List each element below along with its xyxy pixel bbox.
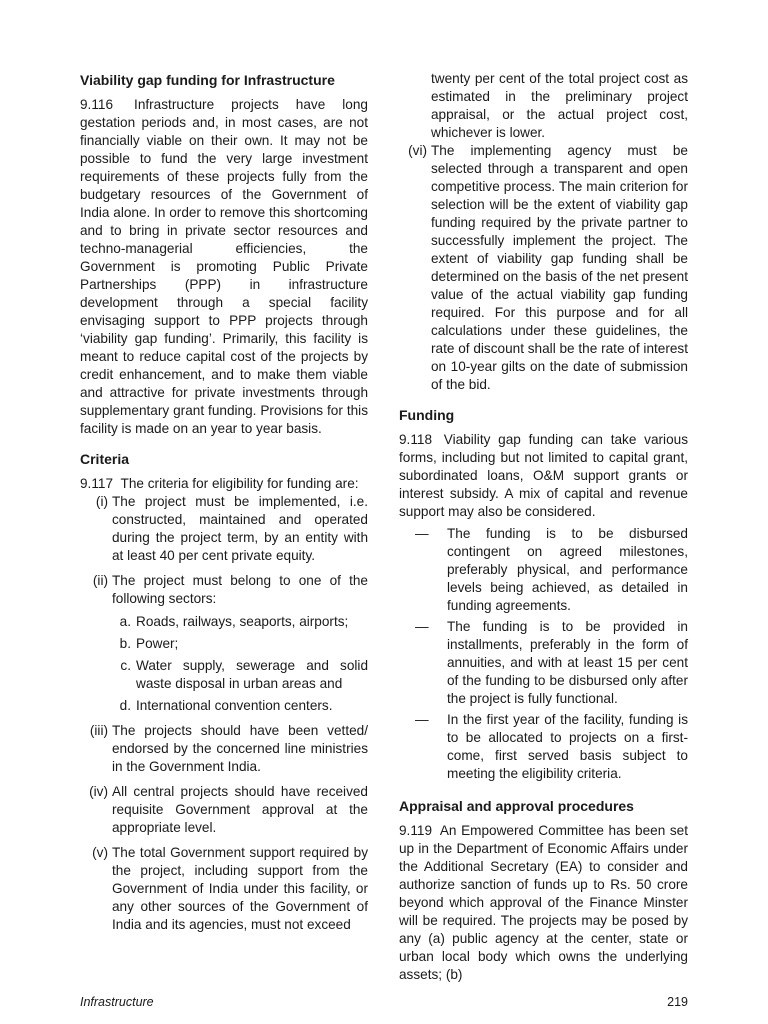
- list-item: [80, 493, 368, 565]
- criteria-list-continued: [399, 142, 688, 394]
- list-marker: (v): [92, 845, 108, 860]
- paragraph-text: The criteria for eligibility for funding are:: [120, 476, 359, 491]
- paragraph-text: Viability gap funding can take various forms, including but not limited to capital grant, subordinated loans, O&M support grants or interest subsidy. A mix of capital and revenue support may also be considered.: [399, 432, 688, 519]
- criteria-v-continuation: twenty per cent of the total project cost as estimated in the preliminary project appraisal, or the actual project cost, whichever is lower.: [431, 71, 688, 140]
- list-marker: c.: [120, 658, 131, 673]
- heading-criteria: Criteria: [80, 451, 130, 467]
- list-item: [112, 613, 368, 631]
- list-marker: d.: [119, 698, 131, 713]
- list-item: [399, 618, 688, 708]
- paragraph-number: 9.119: [399, 823, 433, 838]
- list-marker: (iii): [89, 723, 108, 738]
- list-item-text: The project must belong to one of the following sectors:: [112, 573, 368, 606]
- list-item-text: The implementing agency must be selected through a transparent and open competitive process. The main criterion for selection will be the extent of viability gap funding required by the private partner to successfully implement the project. The extent of viability gap funding shall be determined on the basis of the net present value of the actual viability gap funding required. For this purpose and for all calculations under these guidelines, the rate of discount shall be the rate of interest on 10-year gilts on the date of submission of the bid.: [431, 143, 688, 392]
- paragraph-9-118: [399, 431, 688, 521]
- paragraph-number: 9.116: [80, 97, 114, 112]
- list-item-text: The funding is to be provided in installments, preferably in the form of annuities, and with at least 15 per cent of the funding to be disbursed only after the project is fully functional.: [447, 619, 688, 706]
- heading-funding: Funding: [399, 407, 455, 423]
- paragraph-text: An Empowered Committee has been set up in the Department of Economic Affairs under the Additional Secretary (EA) to consider and authorize sanction of funds up to Rs. 50 crore beyond which approval of the Finance Minster will be required. The projects may be posed by any (a) public agency at the center, state or urban local body which owns the underlying assets; (b): [399, 823, 688, 982]
- list-item-text: International convention centers.: [136, 698, 333, 713]
- sector-list: [112, 613, 368, 715]
- list-item: [112, 697, 368, 715]
- funding-points-list: [399, 525, 688, 783]
- list-marker: b.: [119, 636, 131, 651]
- paragraph-number: 9.117: [80, 476, 114, 491]
- dash-marker: —: [415, 712, 429, 727]
- list-item: [80, 844, 368, 934]
- criteria-list: [80, 493, 368, 934]
- list-marker: a.: [119, 614, 131, 629]
- right-column: [399, 70, 688, 984]
- list-item-text: Water supply, sewerage and solid waste disposal in urban areas and: [136, 658, 368, 691]
- list-item: [112, 635, 368, 653]
- paragraph-9-116: [80, 96, 368, 438]
- list-item-text: The project must be implemented, i.e. constructed, maintained and operated during the project term, by an entity with at least 40 per cent private equity.: [112, 494, 368, 563]
- list-item-text: The projects should have been vetted/ endorsed by the concerned line ministries in the Government India.: [112, 723, 368, 774]
- list-item-text: Roads, railways, seaports, airports;: [136, 614, 349, 629]
- list-marker: (i): [95, 494, 108, 509]
- left-column: [80, 70, 368, 934]
- list-item: [112, 657, 368, 693]
- list-item-text: The total Government support required by the project, including support from the Government of India under this facility, or any other sources of the Government of India and its agencies, must not exceed: [112, 845, 368, 932]
- paragraph-9-117: [80, 475, 368, 493]
- heading-viability-gap-funding: Viability gap funding for Infrastructure: [80, 72, 335, 88]
- list-item-text: Power;: [136, 636, 179, 651]
- list-item: [399, 142, 688, 394]
- page-number: 219: [667, 995, 688, 1009]
- paragraph-number: 9.118: [399, 432, 433, 447]
- list-marker: (iv): [89, 784, 108, 799]
- list-marker: (ii): [92, 573, 108, 588]
- list-item: [80, 722, 368, 776]
- list-item: [80, 783, 368, 837]
- paragraph-text: Infrastructure projects have long gestation periods and, in most cases, are not financially viable on their own. It may not be possible to fund the very large investment requirements of these projects fully from the budgetary resources of the Government of India alone. In order to remove this shortcoming and to bring in private sector resources and techno-managerial efficiencies, the Government is promoting Public Private Partnerships (PPP) in infrastructure development through a special facility envisaging support to PPP projects through ‘viability gap funding’. Primarily, this facility is meant to reduce capital cost of the projects by credit enhancement, and to make them viable and attractive for private investments through supplementary grant funding. Provisions for this facility is made on an year to year basis.: [80, 97, 368, 436]
- dash-marker: —: [415, 619, 429, 634]
- paragraph-9-119: [399, 822, 688, 984]
- list-item: [80, 572, 368, 715]
- heading-appraisal-approval: Appraisal and approval procedures: [399, 798, 634, 814]
- dash-marker: —: [415, 526, 429, 541]
- list-item-text: In the first year of the facility, funding is to be allocated to projects on a first-come, first served basis subject to meeting the eligibility criteria.: [447, 712, 688, 781]
- list-item: [399, 711, 688, 783]
- list-item: [399, 525, 688, 615]
- list-marker: (vi): [408, 143, 427, 158]
- list-item-text: The funding is to be disbursed contingent on agreed milestones, preferably physical, and performance levels being achieved, as detailed in funding agreements.: [447, 526, 688, 613]
- footer-section-title: Infrastructure: [80, 995, 154, 1009]
- list-item-text: All central projects should have received requisite Government approval at the appropriate level.: [112, 784, 368, 835]
